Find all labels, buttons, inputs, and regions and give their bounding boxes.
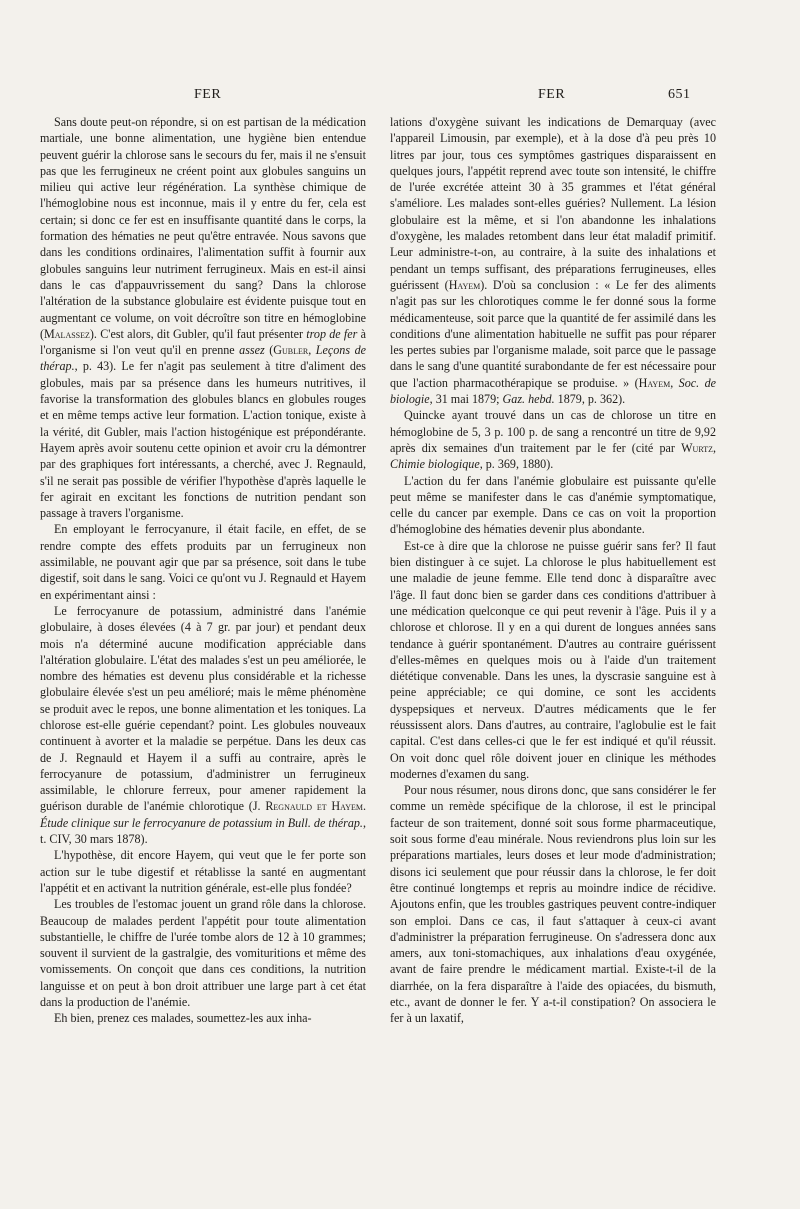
author-citation: Wurtz [681, 440, 713, 455]
paragraph: L'action du fer dans l'anémie globulaire est puissante qu'elle peut même se manifester dans le cas d'anémie symptomatique, celle du cancer par exemple. Dans ce cas on voit la proportion d'hémoglobine des hématies devenir plus abondante. [390, 473, 716, 537]
paragraph: Les troubles de l'estomac jouent un grand rôle dans la chlorose. Beaucoup de malades perdent l'appétit pour toute alimentation substantielle, le chiffre de l'urée tombe alors de 12 à 10 grammes; souvent il survient de la gastralgie, des vomituritions et même des vomissements. On conçoit que dans ces conditions, la nutrition languisse et on peut à bon droit attribuer une large part à cet état dans la production de l'anémie. [40, 897, 366, 1010]
running-head [0, 87, 800, 107]
work-citation: Étude clinique sur le ferrocyanure de potassium in Bull. de thérap. [40, 815, 363, 830]
work-citation: Gaz. hebd. [502, 392, 555, 407]
page-number: 651 [668, 87, 691, 102]
left-running-title: FER [194, 87, 222, 102]
paragraph: En employant le ferrocyanure, il était facile, en effet, de se rendre compte des effets produits par un ferrugineux non assimilable, ne pouvant agir que par sa présence, soit dans le tube digestif, soit dans le sang. Voici ce qu'ont vu J. Regnauld et Hayem en expérimentant ainsi : [40, 522, 366, 602]
author-citation: Malassez [44, 326, 90, 341]
author-citation: Hayem [448, 277, 481, 292]
paragraph: Le ferrocyanure de potassium, administré dans l'anémie globulaire, à doses élevées (4 à 7 gr. par jour) et pendant deux mois n'a déterminé aucune modification appréciable dans l'altération globulaire. L'état des malades s'est un peu améliorée, le nombre des hématies est devenu plus considérable et la richesse globulaire élevée s'est un peu amélioré; mais le même phénomène se produit avec le repos, une bonne alimentation et les toniques. La chlorose est-elle guérie cependant? point. Les globules nouveaux continuent à avorter et la maladie se perpétue. Dans les deux cas de J. Regnauld et Hayem il a suffi au contraire, après le ferrocyanure de potassium, d'administrer un ferrugineux assimilable, le chlorure ferreux, pour amener rapidement la guérison durable de l'anémie chlorotique (J. Regnauld et Hayem. Étude clinique sur le ferrocyanure de potassium in Bull. de thérap., t. CIV, 30 mars 1878). [40, 603, 366, 847]
left-column [40, 114, 366, 1027]
author-citation: Gubler [273, 343, 309, 358]
author-citation: J. Regnauld et Hayem [252, 799, 363, 814]
work-citation: Leçons de thérap. [40, 343, 366, 374]
paragraph: Eh bien, prenez ces malades, soumettez-les aux inha- [54, 1011, 312, 1026]
paragraph: lations d'oxygène suivant les indications de Demarquay (avec l'appareil Limousin, par exemple), et à la dose d'à peu près 10 litres par jour, tous ces symptômes gastriques disparaissent en quelques jours, l'appétit reprend avec toute son intensité, le chiffre de l'urée excrétée atteint 30 à 35 grammes et l'état général s'améliore. Les malades sont-elles guéries? Nullement. La lésion globulaire est la même, et si l'on abandonne les inhalations d'oxygène, les malades retombent dans leur état maladif primitif. Leur administre-t-on, au contraire, à la suite des inhalations et pendant un temps suffisant, des préparations ferrugineuses, elles guérissent (Hayem). D'où sa conclusion : « Le fer des aliments n'agit pas sur les chlorotiques comme le fer donné sous la forme médicamenteuse, soit parce que la quantité de fer assimilé dans les conditions d'une alimentation habituelle ne suffit pas pour réparer les pertes subies par l'organisme malade, soit parce que le passage dans le sang d'une quantité surabondante de fer est nécessaire pour que l'action pharmacothérapique se produise. » (Hayem, Soc. de biologie, 31 mai 1879; Gaz. hebd. 1879, p. 362). [390, 115, 716, 407]
paragraph: L'hypothèse, dit encore Hayem, qui veut que le fer porte son action sur le tube digestif et rétablisse la santé en augmentant l'appétit et en activant la nutrition générale, est-elle plus fondée? [40, 848, 366, 895]
paragraph: Est-ce à dire que la chlorose ne puisse guérir sans fer? Il faut bien distinguer à ce sujet. La chlorose le plus habituellement est une maladie de jeune femme. Elle tend donc à disparaître avec l'âge. Il faut donc bien se garder dans ces conditions d'attribuer à une médication quelconque ce qui peut revenir à l'âge. Puis il y a chlorose et chlorose. Il y en a qui durent de longues années sans tendance à guérir spontanément. D'autres au contraire guérissent d'elles-mêmes en quelques mois ou à l'aide d'un traitement diététique convenable. Dans les unes, la dyscrasie sanguine est à peine appréciable; ce qui domine, ce sont les accidents dyspepsiques et nerveux. D'autres médicaments que le fer réussissent alors. Dans d'autres, au contraire, l'aglobulie est le fait capital. C'est dans celles-ci que le fer est indiqué et qu'il réussit. On voit donc quel rôle doivent jouer en clinique les méthodes modernes d'examen du sang. [390, 538, 716, 781]
work-citation: Soc. de biologie [390, 375, 716, 407]
work-citation: Chimie biologique [390, 457, 480, 472]
right-running-title: FER [538, 87, 566, 102]
paragraph: Sans doute peut-on répondre, si on est partisan de la médication martiale, une bonne alimentation, une hygiène bien entendue peuvent guérir la chlorose sans le secours du fer, mais il ne s'ensuit pas que les ferrugineux ne créent point aux globules sanguins un milieu qui active leur régénération. La synthèse chimique de l'hémoglobine nous est inconnue, mais il y entre du fer, cela est certain; si donc ce fer est en insuffisante quantité dans le corps, la formation des hématies ne peut qu'être entravée. Nous savons que dans les conditions ordinaires, l'alimentation suffit à fournir aux globules sanguins leur nutriment ferrugineux. Mais en est-il ainsi dans le cas d'appauvrissement du sang? Dans la chlorose l'altération de la substance globulaire est évidente puisque tout en augmentant ce volume, on voit décroître son titre en hémoglobine (Malassez). C'est alors, dit Gubler, qu'il faut présenter trop de fer à l'organisme si l'on veut qu'il en prenne assez (Gubler, Leçons de thérap., p. 43). Le fer n'agit pas seulement à titre d'aliment des globules, mais par sa présence dans les humeurs nutritives, il favorise la transformation des globules blancs en globules rouges et en même temps active leur formation. L'action tonique, existe à la vérité, dit Gubler, mais l'action histogénique est prépondérante. Hayem après avoir soutenu cette opinion et avoir cru la démontrer par des graphiques fort intéressants, a cherché, avec J. Regnauld, s'il ne serait pas possible de vérifier l'hypothèse d'après laquelle le fer agirait en excitant les fonctions de nutrition pendant son passage à travers l'organisme. [40, 115, 367, 521]
paragraph: Pour nous résumer, nous dirons donc, que sans considérer le fer comme un remède spécifique de la chlorose, il est le principal facteur de son traitement, donné soit sous forme pharmaceutique, soit sous forme d'eau minérale. Nous reviendrons plus loin sur les préparations martiales, leurs doses et leur mode d'administration; disons ici seulement que pour réussir dans la chlorose, le fer doit être continué longtemps et repris au moindre indice de récidive. Ajoutons enfin, que les troubles gastriques peuvent contre-indiquer son emploi. Dans ce cas, il faut s'attaquer à ceux-ci avant d'administrer la préparation ferrugineuse. On s'adressera donc aux amers, aux toni-stomachiques, aux inhalations d'eau oxygénée, avant de faire prendre le médicament martial. Existe-t-il de la diarrhée, on la fera disparaître à l'aide des opiacées, du bismuth, etc., avant de donner le fer. Y a-t-il constipation? On associera le fer à un laxatif, [390, 783, 716, 1026]
author-citation: Hayem [638, 375, 671, 390]
paragraph: Quincke ayant trouvé dans un cas de chlorose un titre en hémoglobine de 5, 3 p. 100 p. de sang a rencontré un titre de 9,92 après dix semaines d'un traitement par le fer (cité par Wurtz, Chimie biologique, p. 369, 1880). [390, 408, 716, 472]
right-column [390, 114, 716, 1027]
